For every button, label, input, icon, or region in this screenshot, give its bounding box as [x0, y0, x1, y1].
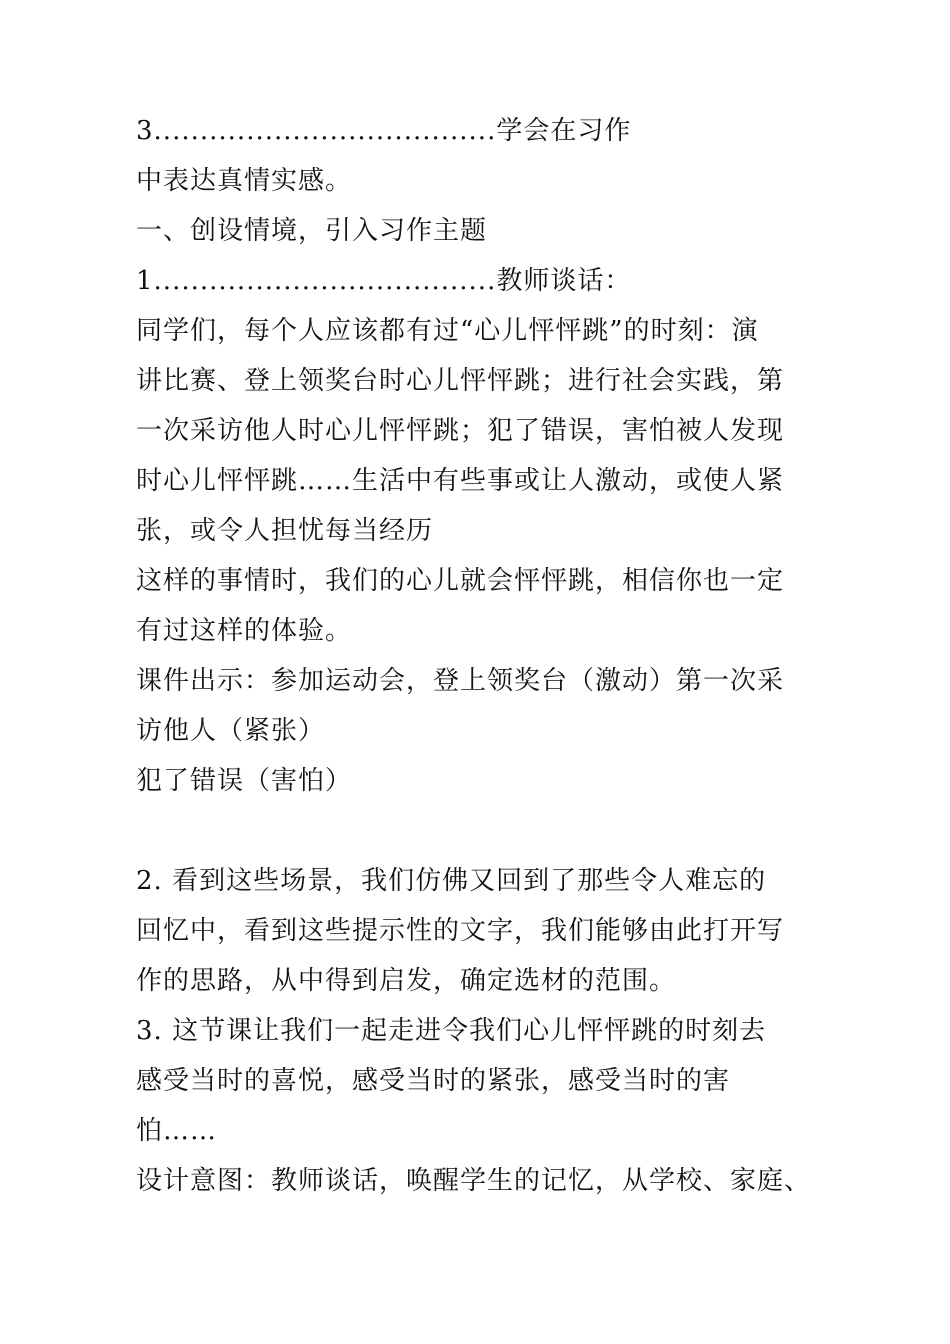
text-line: 3.....................................学会在习作	[136, 116, 632, 146]
text-line: 有过这样的体验。	[136, 616, 353, 646]
text-line: 犯了错误（害怕）	[136, 766, 353, 796]
text-line: 1.....................................教师谈话：	[136, 266, 632, 296]
text-line: 这样的事情时，我们的心儿就会怦怦跳，相信你也一定	[136, 566, 785, 596]
text-line: 同学们，每个人应该都有过“心儿怦怦跳”的时刻：演	[136, 316, 759, 346]
text-line: 时心儿怦怦跳……生活中有些事或让人激动，或使人紧	[136, 466, 785, 496]
text-line: 讲比赛、登上领奖台时心儿怦怦跳；进行社会实践，第	[136, 366, 785, 396]
text-line: 感受当时的喜悦，感受当时的紧张，感受当时的害	[136, 1066, 731, 1096]
text-line: 2. 看到这些场景，我们仿佛又回到了那些令人难忘的	[136, 866, 767, 896]
text-line: 3. 这节课让我们一起走进令我们心儿怦怦跳的时刻去	[136, 1016, 767, 1046]
text-line: 中表达真情实感。	[136, 166, 353, 196]
text-line: 张，或令人担忧每当经历	[136, 516, 434, 546]
text-line: 访他人（紧张）	[136, 716, 326, 746]
text-line: 作的思路，从中得到启发，确定选材的范围。	[136, 966, 677, 996]
text-line: 一次采访他人时心儿怦怦跳；犯了错误，害怕被人发现	[136, 416, 785, 446]
section-heading: 一、创设情境，引入习作主题	[136, 216, 488, 246]
text-line: 设计意图：教师谈话，唤醒学生的记忆，从学校、家庭、	[136, 1166, 812, 1196]
text-line: 怕……	[136, 1116, 218, 1146]
text-line: 回忆中，看到这些提示性的文字，我们能够由此打开写	[136, 916, 785, 946]
text-line: 课件出示：参加运动会，登上领奖台（激动）第一次采	[136, 666, 785, 696]
